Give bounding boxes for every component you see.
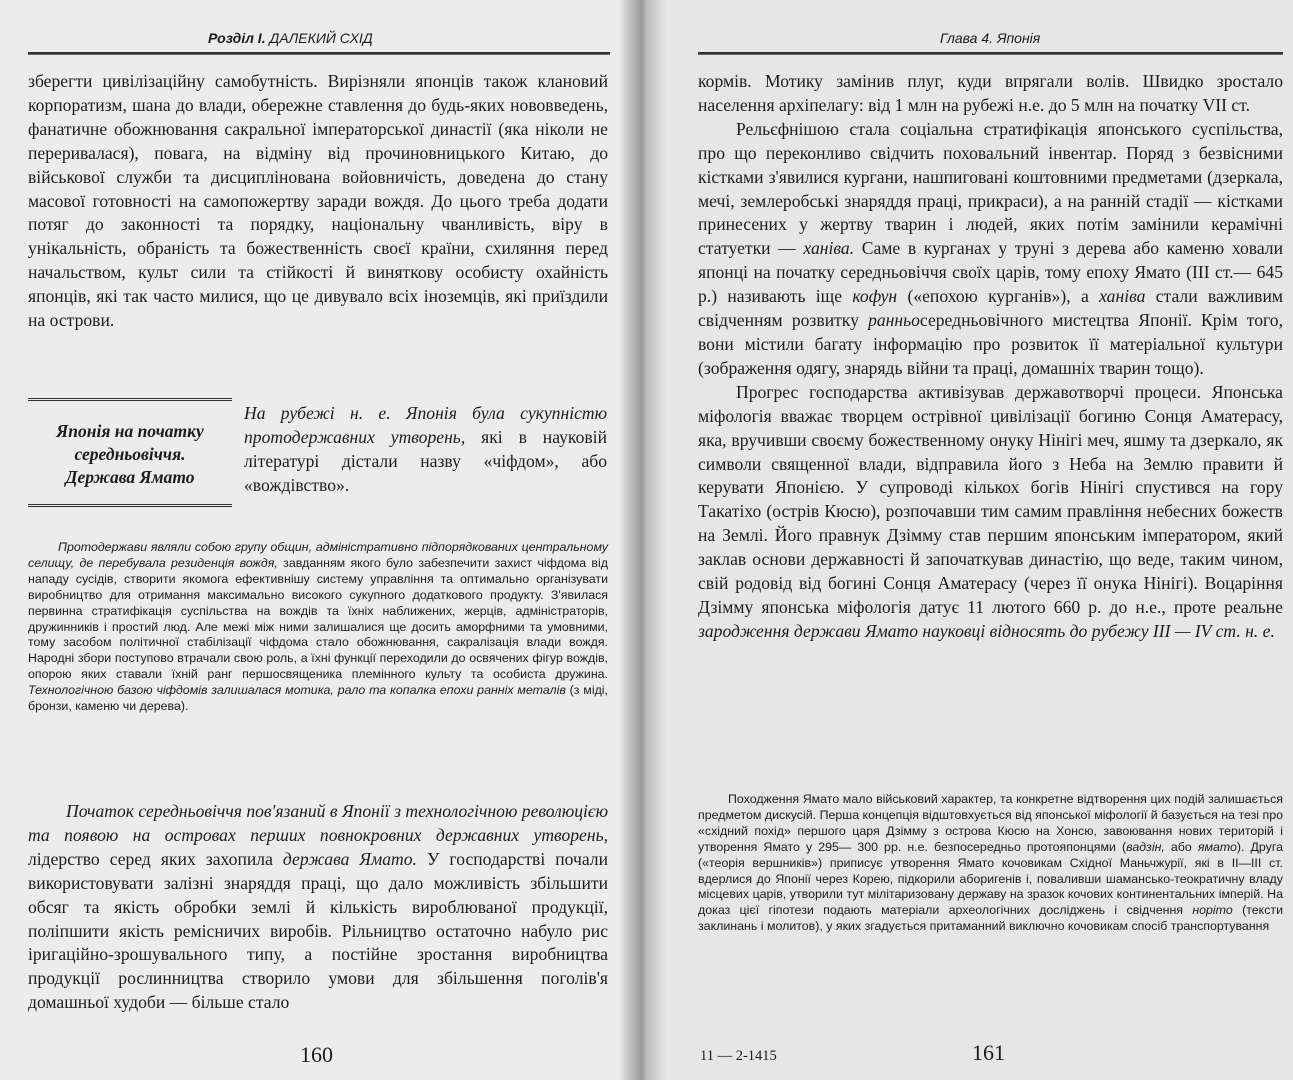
term-vadzin: вадзін, [1126, 839, 1165, 854]
paragraph-text: Рельєфнішою стала соціальна стратифікація японського суспільства, про що переконливо свідчить поховальний інвентар. Поряд з безвісними кістками з'явилися кургани, нашпиговані коштовними предметами (дзеркала, мечі, землеробські знаряддя праці, прикраси), а на ранній стадії — кістками принесених у жертву тварин і людей, яких потім замінили керамічні статуетки — [698, 118, 1283, 259]
right-small-note [698, 792, 1283, 935]
paragraph-text: («епохою курганів»), а [897, 286, 1100, 307]
term-kofun: кофун [852, 286, 898, 307]
paragraph-text: стали важливим свідченням розвитку [698, 286, 1284, 331]
paragraph-emphasis: зародження держави Ямато науковці відносять до рубежу III — IV ст. н. е. [698, 620, 1275, 641]
running-head-right [940, 30, 1040, 46]
paragraph-text: зберегти цивілізаційну самобутність. Вирізняли японців також клановий корпоратизм, шана до влади, обережне ставлення до будь-яких нововведень, фанатичне обожнювання сакральної імператорської династії (яка ніколи не переривалася), повага, на відміну від прочиновницького Китаю, до військової служби та дисциплінована войовничість, доведена до стану масової готовності на самопожертву заради вождя. До цього треба додати потяг до законності та порядку, національну чванливість, віру в унікальність, обраність та божественність своєї країни, схиляння перед начальством, культ сили та стійкості й виняткову особисту охайність японців, які так часто милися, що це дивувало всіх іноземців, які приїздили на острови. [28, 71, 608, 331]
heading-line: Японія на початку [56, 421, 204, 441]
lead-rest: які в науковій літературі дістали назву «чіфдом», або «вождівство». [244, 426, 607, 495]
right-body [698, 70, 1283, 644]
right-paragraph-3 [698, 381, 1283, 644]
term-haniva: ханіва [1099, 286, 1146, 307]
term-norito: норіто [1192, 903, 1233, 918]
heading-line: Держава Ямато [65, 467, 195, 487]
note-text: завданням якого було забезпечити захист чіфдома від нападу сусідів, створити якомога ефективнішу систему управління та оптимально організувати виробництво для отримання максимально високого сукупного додаткового продукту. З'явилася первинна стратифікація суспільства на вождів та їхніх наближених, жерців, адміністраторів, дружинників і простий люд. Але межі між ними залишалися ще досить аморфними та умовними, тому засобом політичної стабілізації чіфдома стало обожнювання, сакралізація влади вождя. Народні збори поступово втрачали свою роль, а їхні функції переходили до освячених фігур вождів, опорою яких ставали їхній ранг першосвященика племінного культу та особиста дружина. [28, 555, 608, 682]
note-text: Походження Ямато мало військовий характер, та конкретне відтворення цих подій залишається предметом дискусій. Перша концепція відштовхується від японської міфології й базується на тезі про «східний похід» першого царя Дзімму з острова Кюсю на Хонсю, завоювання нових територій і утворення Ямато у 295— 300 рр. н.е. безпосередньо протояпонцями ( [698, 792, 1283, 854]
paragraph-text: середньовічного мистецтва Японії. Крім того, вони містили багату інформацію про розвиток її матеріальної культури (зображення одягу, знарядь війни та праці, домашніх тварин тощо). [698, 310, 1283, 378]
header-rule [28, 52, 610, 55]
section-heading [28, 420, 232, 489]
paragraph-text: Саме в курганах у труні з дерева або каменю ховали японці на початку середньовіччя своїх царів, тому епоху Ямато (III ст.— 645 р.) називають іще [698, 238, 1283, 307]
term-yamato: ямато [1197, 839, 1237, 854]
header-rule [698, 52, 1283, 55]
term-early: ранньо [868, 310, 920, 331]
paragraph-text: У господарстві почали використовувати залізні знаряддя праці, що дало можливість збільшити обсяг та якість обробки землі й кількість вироблюваної продукції, поліпшити якість ремісничих виробів. Рільництво остаточно набуло рис іригаційно-зрошувального типу, а постійне зростання виробництва продукції рослинництва створило умови для збільшення поголів'я домашньої худоби — більше стало [28, 848, 608, 1013]
note-tail: (з міді, бронзи, каменю чи дерева). [28, 683, 609, 714]
heading-line: середньовіччя. [74, 444, 186, 464]
note-emphasis-end: Технологічною базою чіфдомів залишалася мотика, рало та копалка епохи ранніх металів [28, 683, 566, 698]
term-haniva: ханіва. [803, 238, 855, 259]
paragraph-emphasis: держава Ямато. [282, 848, 417, 869]
lead-emphasis: На рубежі н. е. Японія була сукупністю протодержавних утворень, [244, 403, 607, 447]
left-paragraph-2 [28, 800, 608, 1015]
right-paragraph-2 [698, 118, 1283, 381]
left-paragraph-1 [28, 70, 608, 333]
paragraph-text: кормів. Мотику замінив плуг, куди впрягали волів. Швидко зростало населення архіпелагу: від 1 млн на рубежі н.е. до 5 млн на початку VII ст. [698, 71, 1283, 115]
section-sidebar [28, 398, 232, 512]
paragraph-text: лідерство серед яких захопила [28, 848, 283, 869]
paragraph-text: Прогрес господарства активізував державотворчі процеси. Японська міфологія вважає творцем острівної цивілізації богиню Сонця Аматерасу, яка, вручивши своєму божественному онуку Нінігі меч, яшму та дзеркало, як символи священної влади, відправила його з Неба на Землю правити й керувати Японією. У супроводі кількох богів Нінігі спустився на гору Такатіхо (острів Кюсю), розпочавши тим самим правління небесних божеств на Землі. Його правнук Дзімму став першим японським імператором, який заклав основи державності й започаткував династію, що веде, таким чином, свій родовід від богині Сонця Аматерасу (через її онука Нінігі). Воцаріння Дзімму японська міфологія датує 11 лютого 660 р. до н.е., проте реальне [698, 381, 1283, 617]
section-lead [244, 402, 607, 498]
chapter-label: Глава 4. [940, 30, 994, 46]
right-page [640, 0, 1293, 1080]
running-head-left [208, 30, 373, 46]
sidebar-top-rule [28, 398, 232, 401]
section-label: Розділ I. [208, 30, 266, 46]
book-gutter-shadow [618, 0, 666, 1080]
section-title: ДАЛЕКИЙ СХІД [269, 30, 373, 46]
paragraph-emphasis: Початок середньовіччя пов'язаний в Японії з технологічною революцією та появою на островах перших повнокровних державних утворень, [28, 801, 608, 845]
page-number-right: 161 [972, 1040, 1005, 1065]
left-small-note [28, 540, 608, 715]
note-text: ). Друга («теорія вершників») приписує утворення Ямато кочовикам Східної Маньчжурії, які в II—III ст. вдерлися до Японії через Корею, підкорили аборигенів і, поваливши шамансько-теократичну владу місцевих царів, утворили тут мілітаризовану державу на зразок кочових континентальних імперій. На доказ цієї гіпотези подають матеріали археологічних досліджень і свідчення [698, 839, 1283, 918]
note-text: або [1164, 839, 1198, 854]
printer-signature: 11 — 2-1415 [700, 1048, 777, 1064]
chapter-title: Японія [996, 30, 1041, 46]
note-emphasis: Протодержави являли собою групу общин, адміністративно підпорядкованих центральному селищу, де перебувала резиденція вождя, [28, 540, 608, 570]
left-page [0, 0, 640, 1080]
sidebar-bottom-rule [28, 504, 232, 507]
note-text: (тексти заклинань і молитов), у яких згадується притаманний виключно кочовикам спосіб транспортування [698, 903, 1283, 934]
page-number-left: 160 [300, 1042, 333, 1067]
